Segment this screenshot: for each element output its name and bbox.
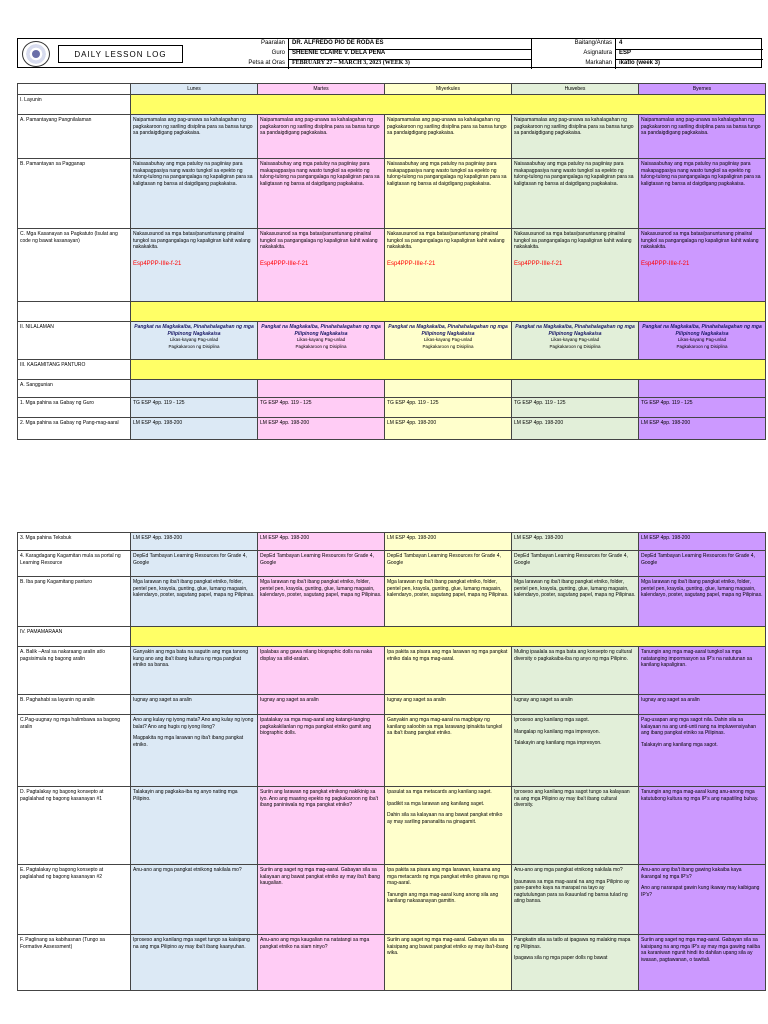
cell-text: LM ESP 4pp. 198-200 bbox=[385, 533, 512, 551]
cell-text: Suriin ang saget ng mga mag-aaral. Gabayan sila sa kaisipang ang bawat pangkat etniko ay may iba't-ibang wika. bbox=[385, 935, 512, 991]
cell-text: Nakasusunod sa mga batas/panuntunang pinaiiral tungkol sa pangangalaga ng kapaligiran kahit walang nakakakita. bbox=[133, 231, 251, 251]
row-label: B. Pamantayan sa Pagganap bbox=[18, 159, 131, 229]
row-label: D. Pagtalakay ng bagong konsepto at paglalahad ng bagong kasanayan #1 bbox=[18, 787, 131, 865]
cell-text: LM ESP 4pp. 198-200 bbox=[639, 418, 766, 440]
content-sub: Pagkakaroon ng Disiplina bbox=[295, 343, 347, 349]
cell-text: TG ESP 4pp. 119 - 125 bbox=[258, 398, 385, 418]
cell-text: Anu-ano ang mga pangkat etnikong nakilala mo? bbox=[514, 867, 623, 873]
cell-text: DepEd Tambayan Learning Resources for Grade 4, Google bbox=[385, 551, 512, 577]
cell-text: Pag-usapan ang mga sagot nila. Dahin sila sa kalayaan na ang unti-unti nang na impluwensiyahan ang ibang pangkat etniko sa Pilipinas. bbox=[641, 717, 757, 737]
row-nilalaman bbox=[18, 322, 766, 360]
row-pamantayan-sa-pagganap bbox=[18, 159, 766, 229]
cell-text: LM ESP 4pp. 198-200 bbox=[512, 418, 639, 440]
asignatura-label: Asignatura bbox=[583, 50, 612, 56]
markahan-label: Markahan bbox=[585, 60, 612, 66]
row-paghahabi bbox=[18, 695, 766, 715]
cell-text: Ipa pakita sa pisara ang mga larawan, kasama ang mga metacards ng mga pangkat etniko ginawa ng mga mag-aaral. bbox=[387, 867, 509, 887]
cell-text: Mga larawan ng iba't ibang pangkat etniko, folder, pentel pen, krayola, gunting, glue, lumang magasin, kalendaryo, poster, sagutang papel, mapa ng Pilipinas. bbox=[639, 577, 766, 627]
content-sub: Pagkakaroon ng Disiplina bbox=[422, 343, 474, 349]
cell-text: Iproseso ang kanilang mga sagot. bbox=[514, 717, 590, 723]
cell-text: Iugnay ang saget sa aralin bbox=[639, 695, 766, 715]
cell-text: Ipagawa sila ng mga paper dolls ng bawat bbox=[514, 955, 608, 962]
content-sub: Likas-kayang Pag-unlad bbox=[423, 337, 473, 343]
content-sub: Likas-kayang Pag-unlad bbox=[169, 337, 219, 343]
cell-text: Suriin ang saget ng mga mag-aaral. Gabayan sila sa kalayaan ang bawat pangkat etniko ay may iba't ibang kaugalian. bbox=[258, 865, 385, 935]
section-pamamaraan: IV. PAMAMARAAN bbox=[18, 627, 131, 647]
cell-text: Nakasusunod sa mga batas/panuntunang pinaiiral tungkol sa pangangalaga ng kapaligiran kahit walang nakakakita. bbox=[260, 231, 378, 251]
day-header-row bbox=[18, 84, 766, 95]
day-martes: Martes bbox=[258, 84, 385, 95]
cell-text: LM ESP 4pp. 198-200 bbox=[258, 533, 385, 551]
document-title: DAILY LESSON LOG bbox=[58, 45, 183, 63]
cell-text: Talakayin ang kanilang mga impresyon. bbox=[514, 740, 602, 747]
row-label: E. Pagtalakay ng bagong konsepto at paglalahad ng bagong kasanayan #2 bbox=[18, 865, 131, 935]
cell-text: LM ESP 4pp. 198-200 bbox=[258, 418, 385, 440]
cell-text: Ano ang kulay ng iyong mata? Ano ang kulay ng iyong balat? Ano ang hugis ng iyong ilong? bbox=[133, 717, 254, 730]
header-info-grid bbox=[18, 39, 763, 69]
cell-text: Suriin ang saget ng mga mag-aaral. Gabayan sila sa kaisipang na ang mga IP's ay may mga gawing naiiba sa karaniwan ngunit hindi ito dahilan upang sila ay iwasan, pagtawanan, o tawitali. bbox=[639, 935, 766, 991]
row-learning-resource bbox=[18, 551, 766, 577]
row-label: 4. Karagdagang Kagamitan mula sa portal ng Learning Resource bbox=[18, 551, 131, 577]
lesson-table-page2 bbox=[17, 532, 766, 991]
content-sub: Pagkakaroon ng Disiplina bbox=[549, 343, 601, 349]
cell-text: Ipa pakita sa pisara ang mga larawan ng mga pangkat etniko dala ng mga mag-aaral. bbox=[385, 647, 512, 695]
cell-text: Pangkatin sila sa tatlo at ipagawa ng malaking mapa ng Pilipinas. bbox=[514, 937, 631, 950]
content-sub: Likas-kayang Pag-unlad bbox=[677, 337, 727, 343]
cell-text: Talakayin ang kanilang mga sagot. bbox=[641, 741, 718, 748]
paaralan-value: DR. ALFREDO PIO DE RODA ES bbox=[292, 40, 384, 46]
cell-text: Ipatalakay sa mga mag-aaral ang katangi-tanging pagkakakilanlan ng mga pangkat etniko gamit ang biographic dolls. bbox=[258, 715, 385, 787]
row-iba-pang-kagamitan bbox=[18, 577, 766, 627]
row-label: A. Balik –Aral sa nakaraang aralin at/o pagsisimula ng bagong aralin bbox=[18, 647, 131, 695]
competency-code: Esp4PPP-IIIe-f-21 bbox=[641, 260, 690, 267]
row-teksbuk bbox=[18, 533, 766, 551]
row-kasanayan bbox=[18, 229, 766, 302]
cell-text: Ipasulat sa mga metacards ang kanilang saget. bbox=[387, 789, 492, 795]
cell-text: Anu-ano ang mga kaugalian na natatangi sa mga pangkat etniko na siam ninyo? bbox=[258, 935, 385, 991]
section-row-layunin bbox=[18, 95, 766, 115]
competency-code: Esp4PPP-IIIe-f-21 bbox=[514, 260, 563, 267]
content-sub: Likas-kayang Pag-unlad bbox=[296, 337, 346, 343]
cell-text: Iugnay ang saget sa aralin bbox=[131, 695, 258, 715]
lesson-log-header bbox=[17, 38, 762, 68]
cell-text: DepEd Tambayan Learning Resources for Grade 4, Google bbox=[512, 551, 639, 577]
cell-text: DepEd Tambayan Learning Resources for Grade 4, Google bbox=[131, 551, 258, 577]
cell-text: Tanungin ang mga mag-aaral kung anong sila ang kanilang nakasanayan gamitin. bbox=[387, 891, 499, 905]
cell-text: Mga larawan ng iba't ibang pangkat etniko, folder, pentel pen, krayola, gunting, glue, lumang magasin, kalendaryo, poster, sagutang papel, mapa ng Pilipinas. bbox=[512, 577, 639, 627]
cell-text: Anu-ano ang mga pangkat etnikong nakilala mo? bbox=[131, 865, 258, 935]
competency-code: Esp4PPP-IIIe-f-21 bbox=[387, 260, 436, 267]
markahan-value: ikatlo (week 3) bbox=[619, 60, 661, 66]
cell-text: Magpakita ng mga larawan ng iba't ibang pangkat etniko. bbox=[133, 735, 244, 748]
cell-text: Naipamamalas ang pag-unawa sa kahalagahan ng pagkakaroon ng sariling disiplina para sa bansa tungo sa pandaigdigang pagkakaisa. bbox=[512, 115, 639, 159]
cell-text: Ipaunawa sa mga mag-aaral na ang mga Pilipino ay pare-pareho kaya na marapat na tayo ay nagtutulungan para sa ikauunlad ng bansa tulad ng ating bansa. bbox=[514, 878, 630, 905]
content-title: Pangkat na Magkakaiba, Pinahahalagahan ng mga Pilipinong Nagkakaisa bbox=[134, 324, 254, 337]
cell-text: Nakasusunod sa mga batas/panuntunang pinaiiral tungkol sa pangangalaga ng kapaligiran kahit walang nakakakita. bbox=[514, 231, 632, 251]
content-title: Pangkat na Magkakaiba, Pinahahalagahan ng mga Pilipinong Nagkakaisa bbox=[388, 324, 508, 337]
petsa-label: Petsa at Oras bbox=[248, 60, 285, 66]
cell-text: DepEd Tambayan Learning Resources for Grade 4, Google bbox=[639, 551, 766, 577]
row-label: A. Pamantayang Pangnilalaman bbox=[18, 115, 131, 159]
cell-text: TG ESP 4pp. 119 - 125 bbox=[639, 398, 766, 418]
row-label: 2. Mga pahina sa Gabay ng Pang-mag-aaral bbox=[18, 418, 131, 440]
day-miyerkules: Miyerkules bbox=[385, 84, 512, 95]
cell-text: TG ESP 4pp. 119 - 125 bbox=[385, 398, 512, 418]
content-title: Pangkat na Magkakaiba, Pinahahalagahan ng mga Pilipinong Nagkakaisa bbox=[261, 324, 381, 337]
spacer-row bbox=[18, 302, 766, 322]
cell-text: Iugnay ang saget sa aralin bbox=[385, 695, 512, 715]
cell-text: Dahin sila sa kalayaan na ang bawat pangkat etniko ay may sariling pananalita na ginagamit. bbox=[387, 812, 503, 825]
day-huwebes: Huwebes bbox=[512, 84, 639, 95]
row-pagtalakay-2 bbox=[18, 865, 766, 935]
cell-text: Naisasabuhay ang mga patuloy na pagiiniay para makapagpasiya nang wasto tungkol sa epekto ng tulong-tulong na pangangalaga ng kapaligiran para sa kaligtasan ng bansa at daigdigang pagkakaisa. bbox=[385, 159, 512, 229]
row-pamantayang-pangnilalaman bbox=[18, 115, 766, 159]
row-balik-aral bbox=[18, 647, 766, 695]
cell-text: Naisasabuhay ang mga patuloy na pagiiniay para makapagpasiya nang wasto tungkol sa epekto ng tulong-tulong na pangangalaga ng kapaligiran para sa kaligtasan ng bansa at daigdigang pagkakaisa. bbox=[131, 159, 258, 229]
row-label: F. Paglinang sa kabihasnan (Tungo sa Formative Assessment) bbox=[18, 935, 131, 991]
guro-label: Guro bbox=[271, 50, 285, 56]
section-row-pamamaraan bbox=[18, 627, 766, 647]
section-layunin: I. Layunin bbox=[18, 95, 131, 115]
row-gabay-mag-aaral bbox=[18, 418, 766, 440]
baitang-value: 4 bbox=[619, 40, 623, 46]
row-label: 1. Mga pahina sa Gabay ng Guro bbox=[18, 398, 131, 418]
section-nilalaman: II. NILALAMAN bbox=[18, 322, 131, 360]
cell-text: Ipadikit sa mga larawan ang kanilang saget. bbox=[387, 800, 485, 807]
cell-text: Naisasabuhay ang mga patuloy na pagiiniay para makapagpasiya nang wasto tungkol sa epekto ng tulong-tulong na pangangalaga ng kapaligiran para sa kaligtasan ng bansa at daigdigang pagkakaisa. bbox=[258, 159, 385, 229]
day-lunes: Lunes bbox=[131, 84, 258, 95]
row-sanggunian bbox=[18, 380, 766, 398]
paaralan-label: Paaralan bbox=[260, 40, 285, 46]
content-sub: Likas-kayang Pag-unlad bbox=[550, 337, 600, 343]
row-label: B. Paghahabi sa layunin ng aralin bbox=[18, 695, 131, 715]
cell-text: Naipamamalas ang pag-unawa sa kahalagahan ng pagkakaroon ng sariling disiplina para sa bansa tungo sa pandaigdigang pagkakaisa. bbox=[258, 115, 385, 159]
cell-text: Iproseso ang kanilang mga sagot tungo sa kalayaan na ang mga Pilipino ay may iba't ibang cultural diversity. bbox=[512, 787, 639, 865]
section-row-kagamitan bbox=[18, 360, 766, 380]
cell-text: Naisasabuhay ang mga patuloy na pagiiniay para makapagpasiya nang wasto tungkol sa epekto ng tulong-tulong na pangangalaga ng kapaligiran para sa kaligtasan ng bansa at daigdigang pagkakaisa. bbox=[639, 159, 766, 229]
competency-code: Esp4PPP-IIIe-f-21 bbox=[133, 260, 182, 267]
cell-text: Muling ipaalala sa mga bata ang konsepto ng cultural diversity o pagkakaiba-iba ng anyo ng mga Pilipino. bbox=[512, 647, 639, 695]
cell-text: Iproseso ang kanilang mga saget tungo sa kaisipang na ang mga Pilipino ay may iba't ibang kaanyuhan. bbox=[131, 935, 258, 991]
cell-text: Mga larawan ng iba't ibang pangkat etniko, folder, pentel pen, krayola, gunting, glue, lumang magasin, kalendaryo, poster, sagutang papel, mapa ng Pilipinas. bbox=[258, 577, 385, 627]
cell-text: Tanungin ang mga mag-aaral kung anu-anong mga katutubong kultura ng mga IP's ang napatiling buhay. bbox=[639, 787, 766, 865]
cell-text: Mga larawan ng iba't ibang pangkat etniko, folder, pentel pen, krayola, gunting, glue, lumang magasin, kalendaryo, poster, sagutang papel, mapa ng Pilipinas. bbox=[131, 577, 258, 627]
cell-text: TG ESP 4pp. 119 - 125 bbox=[512, 398, 639, 418]
baitang-label: Baitang/Antas bbox=[574, 40, 612, 46]
cell-text: Ano ang nararapat gawin kung ikaway may kaibigang IP's? bbox=[641, 885, 760, 898]
row-label: B. Iba pang Kagamitang panturo bbox=[18, 577, 131, 627]
cell-text: Anu-ano ang iba't ibang gawing kakaiba kaya ikarangal ng mga IP's? bbox=[641, 867, 742, 880]
cell-text: DepEd Tambayan Learning Resources for Grade 4, Google bbox=[258, 551, 385, 577]
competency-code: Esp4PPP-IIIe-f-21 bbox=[260, 260, 309, 267]
row-paglinang bbox=[18, 935, 766, 991]
row-label: C.Pag-uugnay ng mga halimbawa sa bagong aralin bbox=[18, 715, 131, 787]
row-label: C. Mga Kasanayan sa Pagkatuto (Isulat ang code ng bawat kasanayan) bbox=[18, 229, 131, 302]
cell-text: Iugnay ang saget sa aralin bbox=[512, 695, 639, 715]
cell-text: Ganyakin ang mga bata na sagutin ang mga tanong kung ano ang iba't ibang kultura ng mga pangkat etniko sa bansa. bbox=[131, 647, 258, 695]
cell-text: LM ESP 4pp. 198-200 bbox=[131, 418, 258, 440]
section-kagamitan: III. KAGAMITANG PANTURO bbox=[18, 360, 131, 380]
content-title: Pangkat na Magkakaiba, Pinahahalagahan ng mga Pilipinong Nagkakaisa bbox=[515, 324, 635, 337]
cell-text: Nakasusunod sa mga batas/panuntunang pinaiiral tungkol sa pangangalaga ng kapaligiran kahit walang nakakakita. bbox=[641, 231, 759, 251]
cell-text: Naipamamalas ang pag-unawa sa kahalagahan ng pagkakaroon ng sariling disiplina para sa bansa tungo sa pandaigdigang pagkakaisa. bbox=[131, 115, 258, 159]
cell-text: Ipalabas ang gawa nilang biographic dolls na naka display sa silid-aralan. bbox=[258, 647, 385, 695]
cell-text: LM ESP 4pp. 198-200 bbox=[512, 533, 639, 551]
row-pag-uugnay bbox=[18, 715, 766, 787]
cell-text: Nakasusunod sa mga batas/panuntunang pinaiiral tungkol sa pangangalaga ng kapaligiran kahit walang nakakakita. bbox=[387, 231, 505, 251]
cell-text: LM ESP 4pp. 198-200 bbox=[131, 533, 258, 551]
cell-text: Naisasabuhay ang mga patuloy na pagiiniay para makapagpasiya nang wasto tungkol sa epekto ng tulong-tulong na pangangalaga ng kapaligiran para sa kaligtasan ng bansa at daigdigang pagkakaisa. bbox=[512, 159, 639, 229]
row-pagtalakay-1 bbox=[18, 787, 766, 865]
cell-text: LM ESP 4pp. 198-200 bbox=[385, 418, 512, 440]
cell-text: Mangalap ng kanilang mga impresyon. bbox=[514, 728, 600, 735]
cell-text: Naipamamalas ang pag-unawa sa kahalagahan ng pagkakaroon ng sariling disiplina para sa bansa tungo sa pandaigdigang pagkakaisa. bbox=[385, 115, 512, 159]
cell-text: Tanungin ang mga mag-aaral tungkol sa mga natatanging impormasyon sa IP's na natutunan sa kanilang kapaligiran. bbox=[639, 647, 766, 695]
day-byernes: Byernes bbox=[639, 84, 766, 95]
lesson-table-page1 bbox=[17, 83, 766, 440]
guro-value: SHEENIE CLAIRE V. DELA PENA bbox=[292, 50, 386, 56]
row-label: A. Sanggunian bbox=[18, 380, 131, 398]
content-sub: Pagkakaroon ng Disiplina bbox=[676, 343, 728, 349]
content-title: Pangkat na Magkakaiba, Pinahahalagahan ng mga Pilipinong Nagkakaisa bbox=[642, 324, 762, 337]
cell-text: Talakayin ang pagkaka-iba ng anyo nating mga Pilipino. bbox=[131, 787, 258, 865]
cell-text: Suriin ang larawan ng pangkat etnikong nakikinig sa iyo. Ano ang maaring epekto ng pagkakaroon ng iba't ibang paniniwala ng mga pangkat etniko? bbox=[258, 787, 385, 865]
content-sub: Pagkakaroon ng Disiplina bbox=[168, 343, 220, 349]
asignatura-value: ESP bbox=[619, 50, 632, 56]
petsa-value: FEBRUARY 27 – MARCH 3, 2023 (WEEK 3) bbox=[292, 60, 410, 66]
cell-text: Iugnay ang saget sa aralin bbox=[258, 695, 385, 715]
cell-text: Mga larawan ng iba't ibang pangkat etniko, folder, pentel pen, krayola, gunting, glue, lumang magasin, kalendaryo, poster, sagutang papel, mapa ng Pilipinas. bbox=[385, 577, 512, 627]
cell-text: TG ESP 4pp. 119 - 125 bbox=[131, 398, 258, 418]
row-label: 3. Mga pahina Teksbuk bbox=[18, 533, 131, 551]
cell-text: Naipamamalas ang pag-unawa sa kahalagahan ng pagkakaroon ng sariling disiplina para sa bansa tungo sa pandaigdigang pagkakaisa. bbox=[639, 115, 766, 159]
row-gabay-guro bbox=[18, 398, 766, 418]
cell-text: Ganyakin ang mga mag-aaral na magbigay ng kanilang saloobin sa mga larawang ipinakita tungkol sa iba't ibang pangkat etniko. bbox=[385, 715, 512, 787]
cell-text: LM ESP 4pp. 198-200 bbox=[639, 533, 766, 551]
